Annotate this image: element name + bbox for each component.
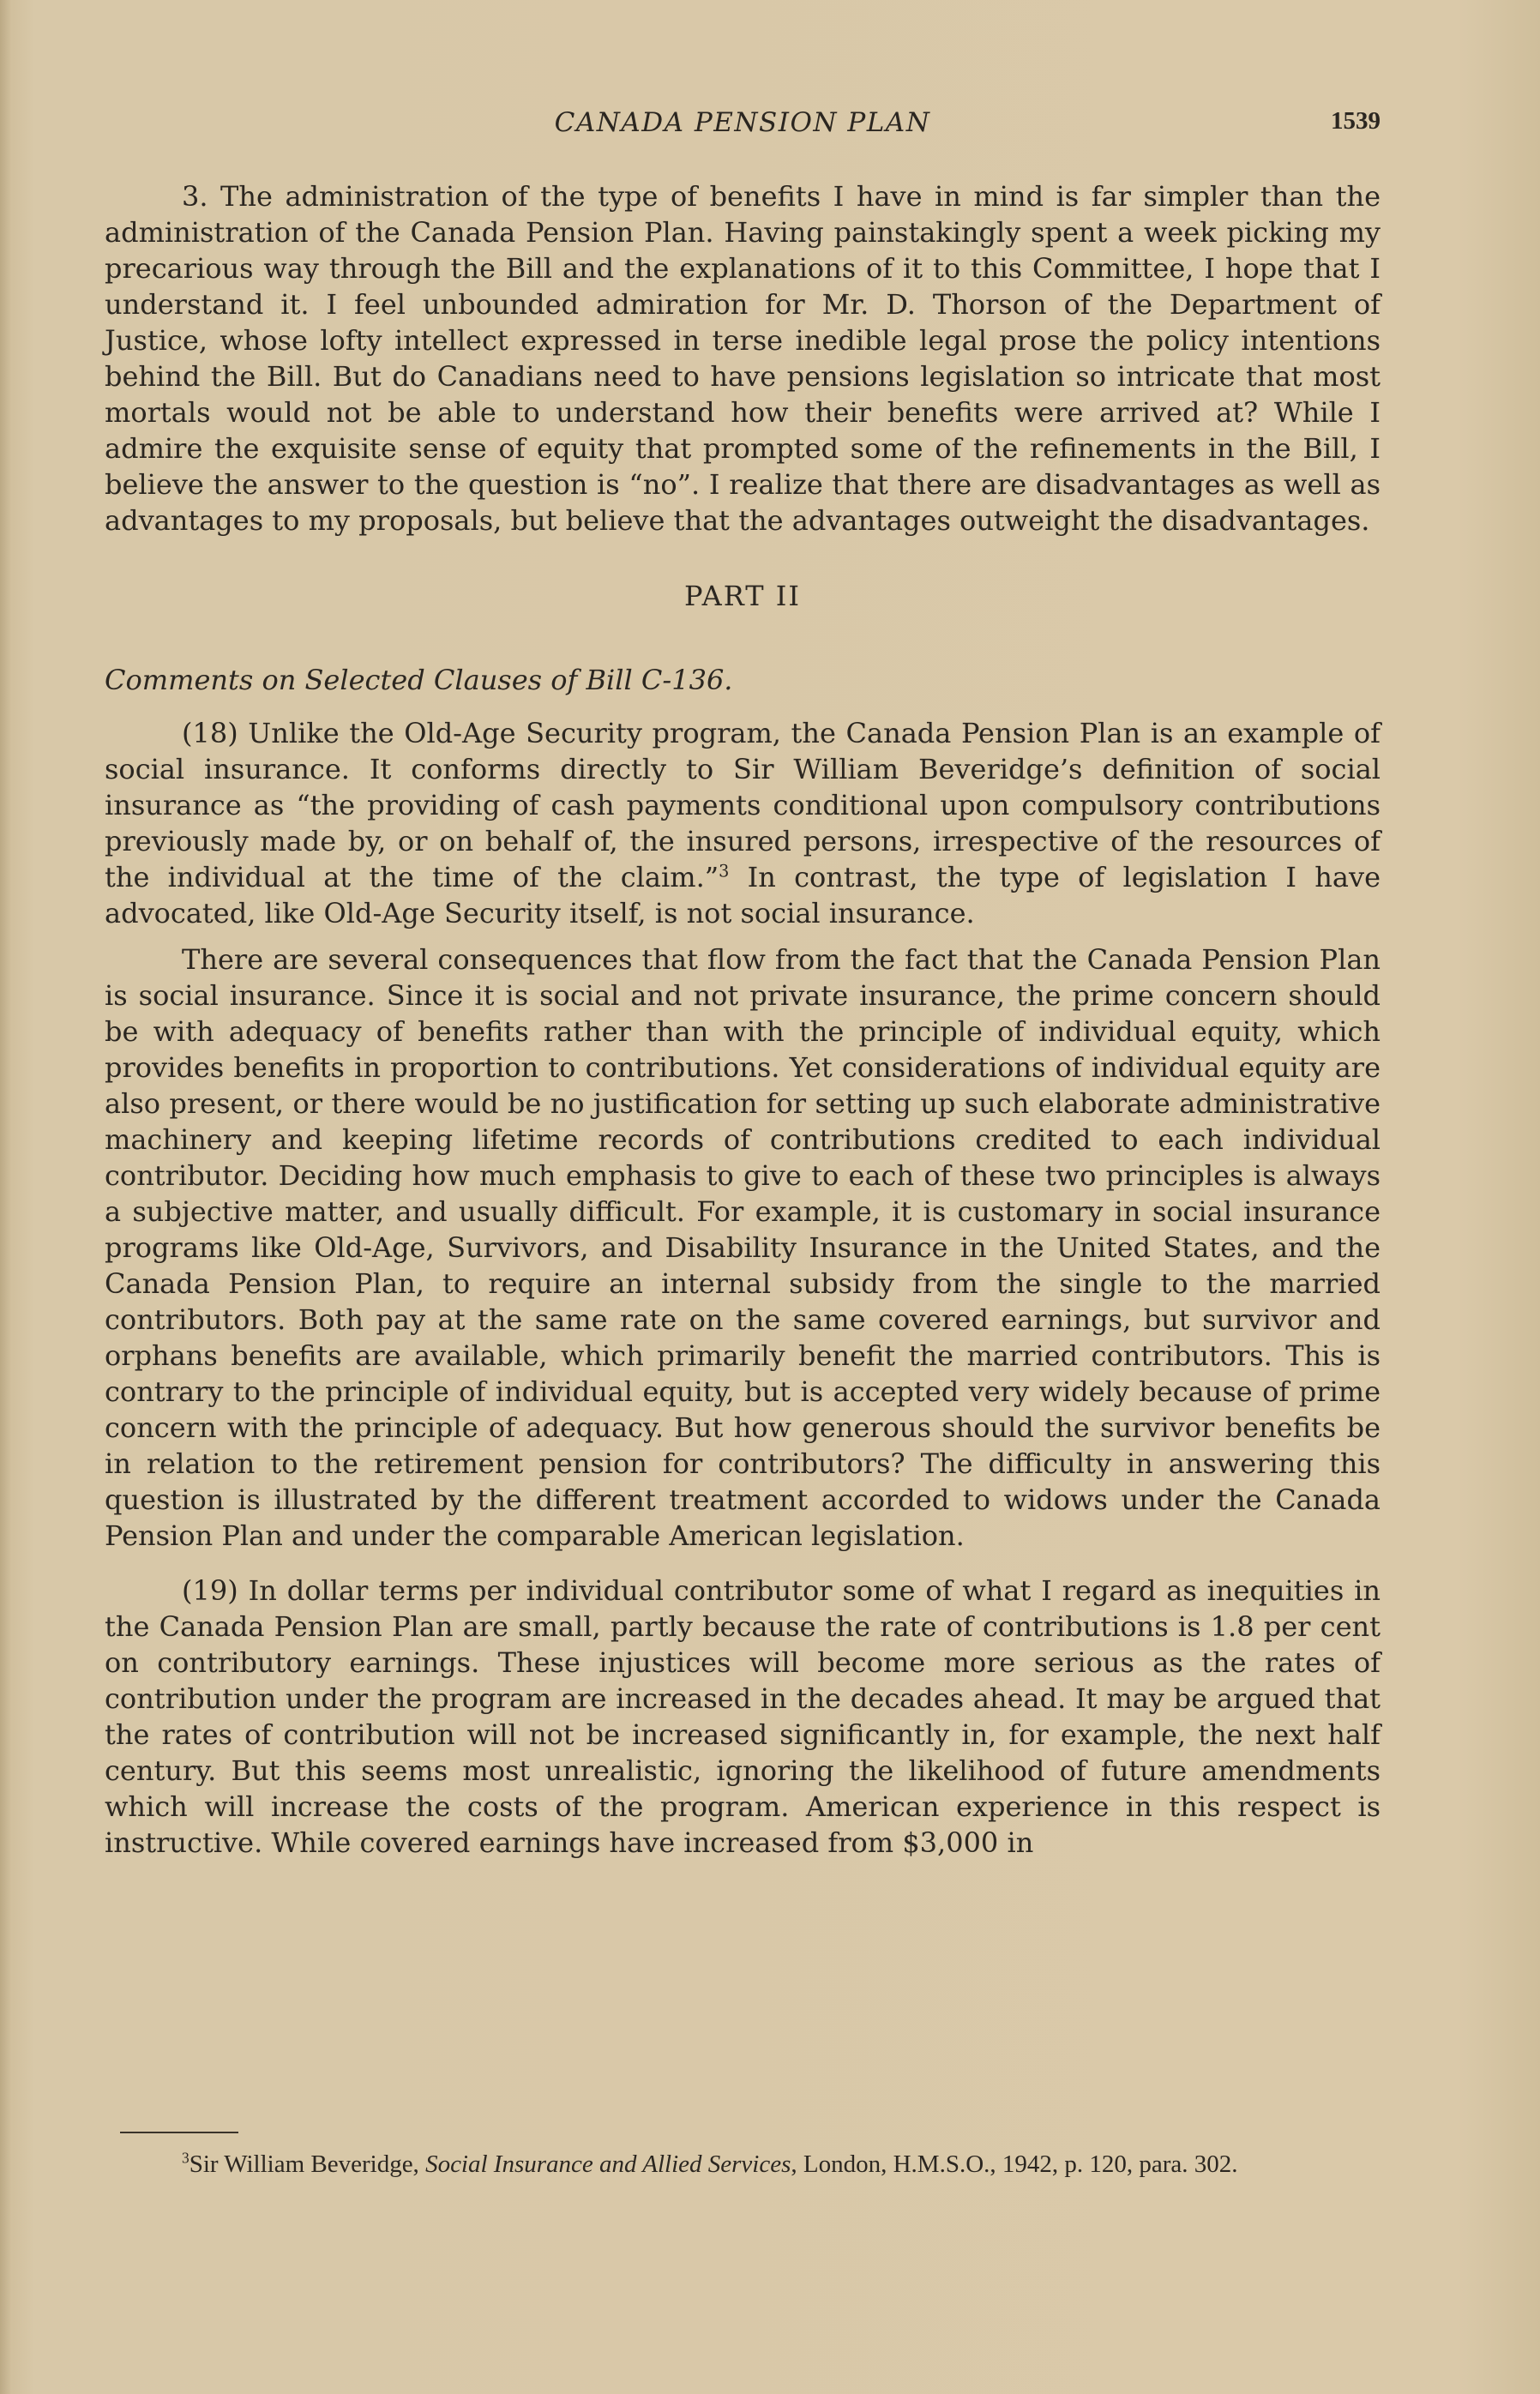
paragraph-consequences: There are several consequences that flow from the fact that the Canada Pension Plan is social insurance. Since it is social and not private insurance, the prime concern should be with adequacy of benefits rather than with the principle of individual equity, which provides benefits in proportion to contributions. Yet considerations of individual equity are also present, or there would be no justification for setting up such elaborate administrative machinery and keeping lifetime records of contributions credited to each individual contributor. Deciding how much emphasis to give to each of these two principles is always a subjective matter, and usually difficult. For example, it is customary in social insurance programs like Old-Age, Survivors, and Disability Insurance in the United States, and the Canada Pension Plan, to require an internal subsidy from the single to the married contributors. Both pay at the same rate on the same covered earnings, but survivor and orphans benefits are available, which primarily benefit the married contributors. This is contrary to the principle of individual equity, but is accepted very widely because of prime concern with the principle of adequacy. But how generous should the survivor benefits be in relation to the retirement pension for contributors? The difficulty in answering this question is illustrated by the different treatment accorded to widows under the Canada Pension Plan and under the comparable American legislation. bbox=[105, 943, 1381, 1552]
footnote-title: Social Insurance and Allied Services bbox=[425, 2150, 791, 2178]
paragraph-3: 3. The administration of the type of benefits I have in mind is far simpler than the administration of the Canada Pension Plan. Having painstakingly spent a week picking my precarious way through the Bill and the explanations of it to this Committee, I hope that I understand it. I feel unbounded admiration for Mr. D. Thorson of the Department of Justice, whose lofty intellect expressed in terse inedible legal prose the policy intentions behind the Bill. But do Canadians need to have pensions legislation so intricate that most mortals would not be able to understand how their benefits were arrived at? While I admire the exquisite sense of equity that prompted some of the refinements in the Bill, I believe the answer to the question is “no”. I realize that there are disadvantages as well as advantages to my proposals, but believe that the advantages outweight the disadvantages. bbox=[105, 180, 1381, 537]
footnote-mark: 3 bbox=[182, 2149, 189, 2167]
paragraph-19: (19) In dollar terms per individual contributor some of what I regard as inequities in the Canada Pension Plan are small, partly because the rate of contributions is 1.8 per cent on contributory earnings. These injustices will become more serious as the rates of contribution under the program are increased in the decades ahead. It may be argued that the rates of contribution will not be increased significantly in, for example, the next half century. But this seems most unrealistic, ignoring the likelihood of future amendments which will increase the costs of the program. American experience in this respect is instructive. While covered earnings have increased from $3,000 in bbox=[105, 1574, 1381, 1859]
paragraph-18 bbox=[105, 715, 1381, 931]
footnote-reference-3[interactable]: 3 bbox=[719, 861, 730, 881]
page-binding-edge bbox=[0, 0, 12, 2394]
running-title: CANADA PENSION PLAN bbox=[554, 107, 931, 138]
part-heading: PART II bbox=[683, 580, 802, 612]
footnote bbox=[113, 2147, 1391, 2181]
footnote-author: Sir William Beveridge, bbox=[189, 2150, 426, 2178]
paragraph-18-text: (18) Unlike the Old-Age Security program, the Canada Pension Plan is an example of social insurance. It conforms directly to Sir William Beveridge’s definition of social insurance as “the providing of cash payments conditional upon compulsory contributions previously made by, or on behalf of, the insured persons, irrespective of the resources of the individual at the time of the claim.” bbox=[105, 717, 1381, 893]
paragraph-18-text-after: In contrast, the type of legislation I have advocated, like Old-Age Security itself, is not social insurance. bbox=[105, 861, 1381, 929]
footnote-divider bbox=[120, 2132, 238, 2133]
section-heading: Comments on Selected Clauses of Bill C-136. bbox=[105, 664, 733, 696]
page-number: 1539 bbox=[1331, 107, 1381, 135]
footnote-rest: , London, H.M.S.O., 1942, p. 120, para. 302. bbox=[791, 2150, 1238, 2178]
body-text bbox=[105, 178, 1381, 1861]
running-header bbox=[105, 107, 1381, 141]
